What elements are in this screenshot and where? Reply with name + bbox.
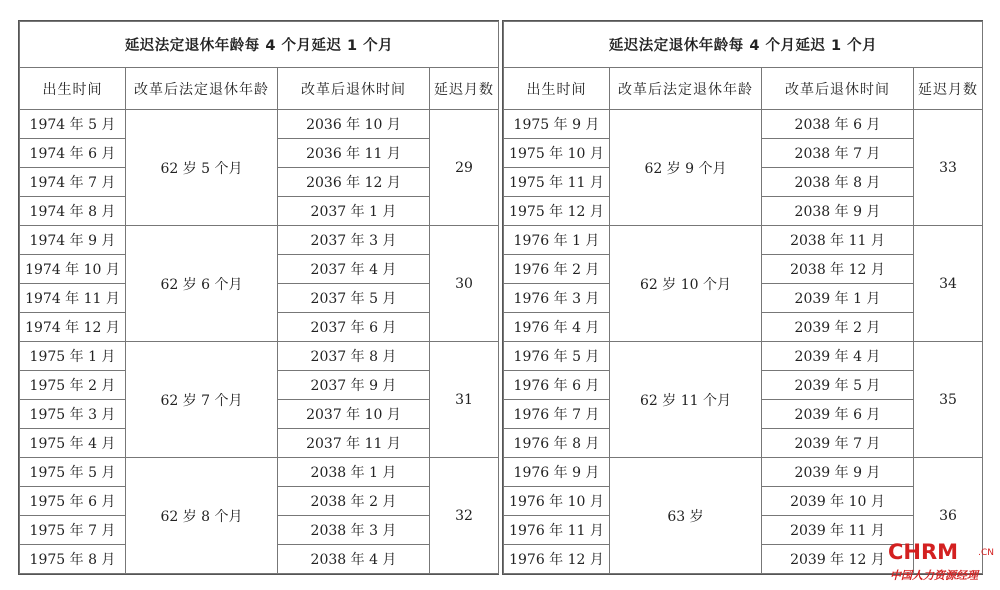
retirement-time-cell: 2037 年 4 月 xyxy=(278,255,430,284)
header-birth-date: 出生时间 xyxy=(504,68,610,110)
retirement-time-cell: 2039 年 1 月 xyxy=(762,284,914,313)
retirement-time-cell: 2039 年 11 月 xyxy=(762,516,914,545)
retirement-time-cell: 2039 年 7 月 xyxy=(762,429,914,458)
birth-date-cell: 1976 年 12 月 xyxy=(504,545,610,574)
birth-date-cell: 1976 年 4 月 xyxy=(504,313,610,342)
chrm-domain: .CN xyxy=(978,548,994,558)
birth-date-cell: 1976 年 11 月 xyxy=(504,516,610,545)
retirement-time-cell: 2037 年 11 月 xyxy=(278,429,430,458)
delay-months-cell: 35 xyxy=(914,342,983,458)
retirement-time-cell: 2038 年 7 月 xyxy=(762,139,914,168)
header-birth-date: 出生时间 xyxy=(20,68,126,110)
birth-date-cell: 1976 年 7 月 xyxy=(504,400,610,429)
retirement-time-cell: 2038 年 4 月 xyxy=(278,545,430,574)
birth-date-cell: 1974 年 12 月 xyxy=(20,313,126,342)
retirement-time-cell: 2037 年 5 月 xyxy=(278,284,430,313)
chrm-logo: CHRM xyxy=(888,540,959,564)
retirement-time-cell: 2037 年 8 月 xyxy=(278,342,430,371)
chrm-watermark xyxy=(888,540,996,586)
birth-date-cell: 1975 年 2 月 xyxy=(20,371,126,400)
delay-months-cell: 30 xyxy=(430,226,499,342)
table-row xyxy=(20,342,499,371)
table-row xyxy=(504,226,983,255)
birth-date-cell: 1976 年 2 月 xyxy=(504,255,610,284)
retirement-table-right xyxy=(503,21,983,574)
retirement-time-cell: 2036 年 10 月 xyxy=(278,110,430,139)
table-row xyxy=(504,110,983,139)
retirement-time-cell: 2036 年 11 月 xyxy=(278,139,430,168)
birth-date-cell: 1974 年 5 月 xyxy=(20,110,126,139)
retirement-table-left xyxy=(19,21,499,574)
retirement-time-cell: 2037 年 6 月 xyxy=(278,313,430,342)
retirement-time-cell: 2037 年 3 月 xyxy=(278,226,430,255)
retirement-time-cell: 2038 年 6 月 xyxy=(762,110,914,139)
birth-date-cell: 1975 年 10 月 xyxy=(504,139,610,168)
retirement-time-cell: 2039 年 9 月 xyxy=(762,458,914,487)
retirement-time-cell: 2036 年 12 月 xyxy=(278,168,430,197)
table-row xyxy=(504,458,983,487)
birth-date-cell: 1975 年 5 月 xyxy=(20,458,126,487)
retirement-time-cell: 2038 年 11 月 xyxy=(762,226,914,255)
retirement-time-cell: 2039 年 4 月 xyxy=(762,342,914,371)
title-row xyxy=(20,22,499,68)
header-row xyxy=(20,68,499,110)
retirement-time-cell: 2038 年 12 月 xyxy=(762,255,914,284)
birth-date-cell: 1976 年 5 月 xyxy=(504,342,610,371)
header-row xyxy=(504,68,983,110)
header-retirement-age: 改革后法定退休年龄 xyxy=(126,68,278,110)
left-table-panel xyxy=(18,20,499,575)
birth-date-cell: 1976 年 9 月 xyxy=(504,458,610,487)
header-retirement-age: 改革后法定退休年龄 xyxy=(610,68,762,110)
birth-date-cell: 1976 年 10 月 xyxy=(504,487,610,516)
retirement-time-cell: 2038 年 9 月 xyxy=(762,197,914,226)
retirement-time-cell: 2038 年 8 月 xyxy=(762,168,914,197)
birth-date-cell: 1975 年 1 月 xyxy=(20,342,126,371)
delay-months-cell: 34 xyxy=(914,226,983,342)
table-row xyxy=(20,110,499,139)
table-row xyxy=(20,458,499,487)
birth-date-cell: 1975 年 7 月 xyxy=(20,516,126,545)
birth-date-cell: 1976 年 8 月 xyxy=(504,429,610,458)
table-row xyxy=(504,342,983,371)
birth-date-cell: 1974 年 9 月 xyxy=(20,226,126,255)
retirement-age-cell: 62 岁 11 个月 xyxy=(610,342,762,458)
retirement-age-cell: 62 岁 7 个月 xyxy=(126,342,278,458)
retirement-time-cell: 2038 年 3 月 xyxy=(278,516,430,545)
retirement-time-cell: 2039 年 12 月 xyxy=(762,545,914,574)
retirement-age-cell: 62 岁 5 个月 xyxy=(126,110,278,226)
retirement-age-cell: 62 岁 9 个月 xyxy=(610,110,762,226)
birth-date-cell: 1976 年 1 月 xyxy=(504,226,610,255)
birth-date-cell: 1976 年 6 月 xyxy=(504,371,610,400)
delay-months-cell: 32 xyxy=(430,458,499,574)
birth-date-cell: 1975 年 4 月 xyxy=(20,429,126,458)
birth-date-cell: 1974 年 6 月 xyxy=(20,139,126,168)
retirement-time-cell: 2038 年 1 月 xyxy=(278,458,430,487)
retirement-time-cell: 2037 年 10 月 xyxy=(278,400,430,429)
birth-date-cell: 1975 年 9 月 xyxy=(504,110,610,139)
header-retirement-time: 改革后退休时间 xyxy=(762,68,914,110)
birth-date-cell: 1974 年 10 月 xyxy=(20,255,126,284)
retirement-time-cell: 2039 年 6 月 xyxy=(762,400,914,429)
birth-date-cell: 1975 年 11 月 xyxy=(504,168,610,197)
birth-date-cell: 1974 年 11 月 xyxy=(20,284,126,313)
header-delay-months: 延迟月数 xyxy=(914,68,983,110)
table-title: 延迟法定退休年龄每 4 个月延迟 1 个月 xyxy=(20,22,499,68)
birth-date-cell: 1974 年 7 月 xyxy=(20,168,126,197)
retirement-time-cell: 2037 年 1 月 xyxy=(278,197,430,226)
chrm-tagline: 中国人力资源经理 xyxy=(890,569,978,582)
birth-date-cell: 1975 年 6 月 xyxy=(20,487,126,516)
title-row xyxy=(504,22,983,68)
retirement-age-cell: 62 岁 8 个月 xyxy=(126,458,278,574)
retirement-time-cell: 2039 年 2 月 xyxy=(762,313,914,342)
right-table-panel xyxy=(502,20,983,575)
delay-months-cell: 33 xyxy=(914,110,983,226)
retirement-time-cell: 2038 年 2 月 xyxy=(278,487,430,516)
header-delay-months: 延迟月数 xyxy=(430,68,499,110)
retirement-age-cell: 62 岁 6 个月 xyxy=(126,226,278,342)
delay-months-cell: 36 xyxy=(914,458,983,574)
retirement-time-cell: 2039 年 10 月 xyxy=(762,487,914,516)
header-retirement-time: 改革后退休时间 xyxy=(278,68,430,110)
birth-date-cell: 1974 年 8 月 xyxy=(20,197,126,226)
retirement-time-cell: 2037 年 9 月 xyxy=(278,371,430,400)
retirement-age-cell: 63 岁 xyxy=(610,458,762,574)
birth-date-cell: 1976 年 3 月 xyxy=(504,284,610,313)
table-title: 延迟法定退休年龄每 4 个月延迟 1 个月 xyxy=(504,22,983,68)
delay-months-cell: 29 xyxy=(430,110,499,226)
birth-date-cell: 1975 年 8 月 xyxy=(20,545,126,574)
birth-date-cell: 1975 年 12 月 xyxy=(504,197,610,226)
birth-date-cell: 1975 年 3 月 xyxy=(20,400,126,429)
delay-months-cell: 31 xyxy=(430,342,499,458)
table-row xyxy=(20,226,499,255)
retirement-age-cell: 62 岁 10 个月 xyxy=(610,226,762,342)
retirement-time-cell: 2039 年 5 月 xyxy=(762,371,914,400)
